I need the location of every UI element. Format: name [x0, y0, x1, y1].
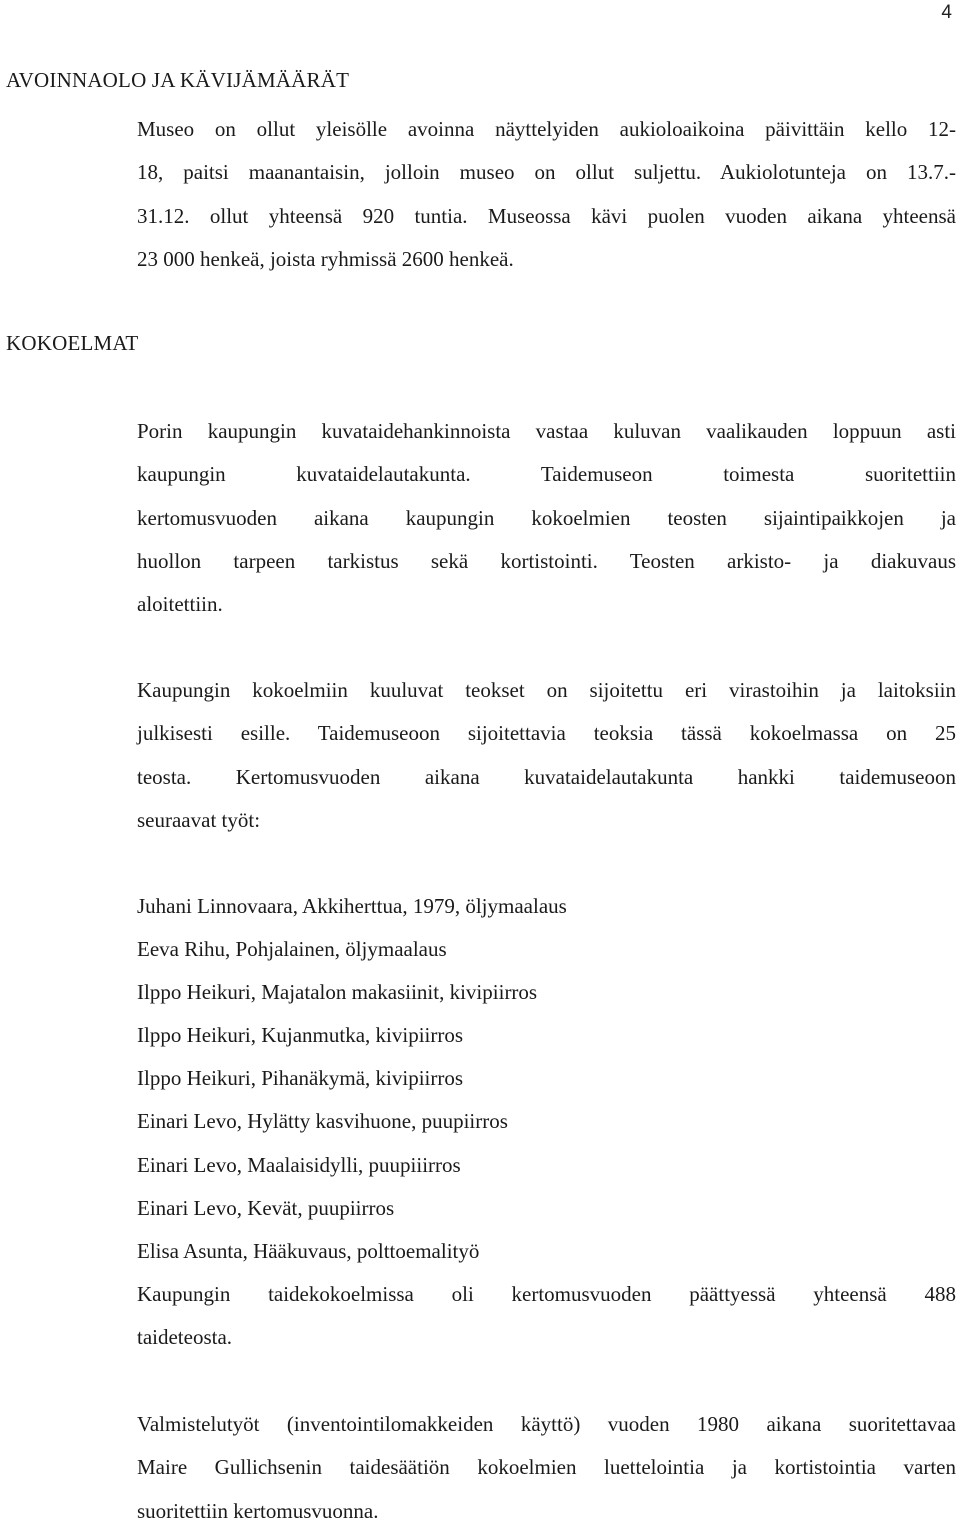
paragraph-line: Maire Gullichsenin taidesäätiön kokoelmien luettelointia ja kortistointia varten: [137, 1455, 956, 1480]
page-number: 4: [941, 2, 952, 23]
list-item: Eeva Rihu, Pohjalainen, öljymaalaus: [137, 937, 447, 962]
paragraph-line: kertomusvuoden aikana kaupungin kokoelmien teosten sijaintipaikkojen ja: [137, 505, 956, 530]
collection-total-paragraph: [137, 1273, 956, 1360]
paragraph-line: Kaupungin kokoelmiin kuuluvat teokset on sijoitettu eri virastoihin ja laitoksiin: [137, 678, 956, 702]
paragraph-line: kaupungin kuvataidelautakunta. Taidemuseon toimesta suoritettiin: [137, 462, 956, 487]
list-item: Elisa Asunta, Hääkuvaus, polttoemalityö: [137, 1238, 480, 1263]
list-item: Ilppo Heikuri, Pihanäkymä, kivipiirros: [137, 1066, 464, 1091]
paragraph-line: taideteosta.: [137, 1325, 233, 1350]
paragraph-line: 31.12. ollut yhteensä 920 tuntia. Museossa kävi puolen vuoden aikana yhteensä: [137, 203, 956, 228]
paragraph-line: seuraavat työt:: [137, 807, 261, 832]
paragraph-line: julkisesti esille. Taidemuseoon sijoitettavia teoksia tässä kokoelmassa on 25: [137, 721, 956, 746]
paragraph-line: huollon tarpeen tarkistus sekä kortistointi. Teosten arkisto- ja diakuvaus: [137, 548, 956, 573]
paragraph-line: Museo on ollut yleisölle avoinna näyttelyiden aukioloaikoina päivittäin kello 12-: [137, 117, 956, 141]
paragraph-line: suoritettiin kertomusvuonna.: [137, 1498, 379, 1523]
acquisitions-list: [137, 885, 956, 1273]
preparation-paragraph: [137, 1403, 956, 1533]
paragraph-line: 23 000 henkeä, joista ryhmissä 2600 henkeä.: [137, 246, 514, 271]
collections-paragraph-1: [137, 410, 956, 626]
paragraph-line: Porin kaupungin kuvataidehankinnoista vastaa kuluvan vaalikauden loppuun asti: [137, 419, 956, 443]
paragraph-line: teosta. Kertomusvuoden aikana kuvataidelautakunta hankki taidemuseoon: [137, 764, 956, 789]
list-item: Einari Levo, Hylätty kasvihuone, puupiirros: [137, 1109, 508, 1134]
list-item: Einari Levo, Maalaisidylli, puupiiirros: [137, 1152, 461, 1177]
paragraph-line: aloitettiin.: [137, 592, 223, 617]
section-heading-opening-hours: AVOINNAOLO JA KÄVIJÄMÄÄRÄT: [6, 68, 350, 92]
list-item: Juhani Linnovaara, Akkiherttua, 1979, öljymaalaus: [137, 894, 567, 918]
list-item: Einari Levo, Kevät, puupiirros: [137, 1195, 395, 1220]
list-item: Ilppo Heikuri, Majatalon makasiinit, kivipiirros: [137, 980, 538, 1005]
section-heading-collections: KOKOELMAT: [6, 331, 139, 355]
collections-paragraph-2: [137, 669, 956, 842]
paragraph-line: Valmistelutyöt (inventointilomakkeiden käyttö) vuoden 1980 aikana suoritettavaa: [137, 1412, 956, 1436]
opening-hours-paragraph: [137, 108, 956, 281]
paragraph-line: Kaupungin taidekokoelmissa oli kertomusvuoden päättyessä yhteensä 488: [137, 1282, 956, 1306]
list-item: Ilppo Heikuri, Kujanmutka, kivipiirros: [137, 1023, 464, 1048]
paragraph-line: 18, paitsi maanantaisin, jolloin museo on ollut suljettu. Aukiolotunteja on 13.7.-: [137, 160, 956, 185]
